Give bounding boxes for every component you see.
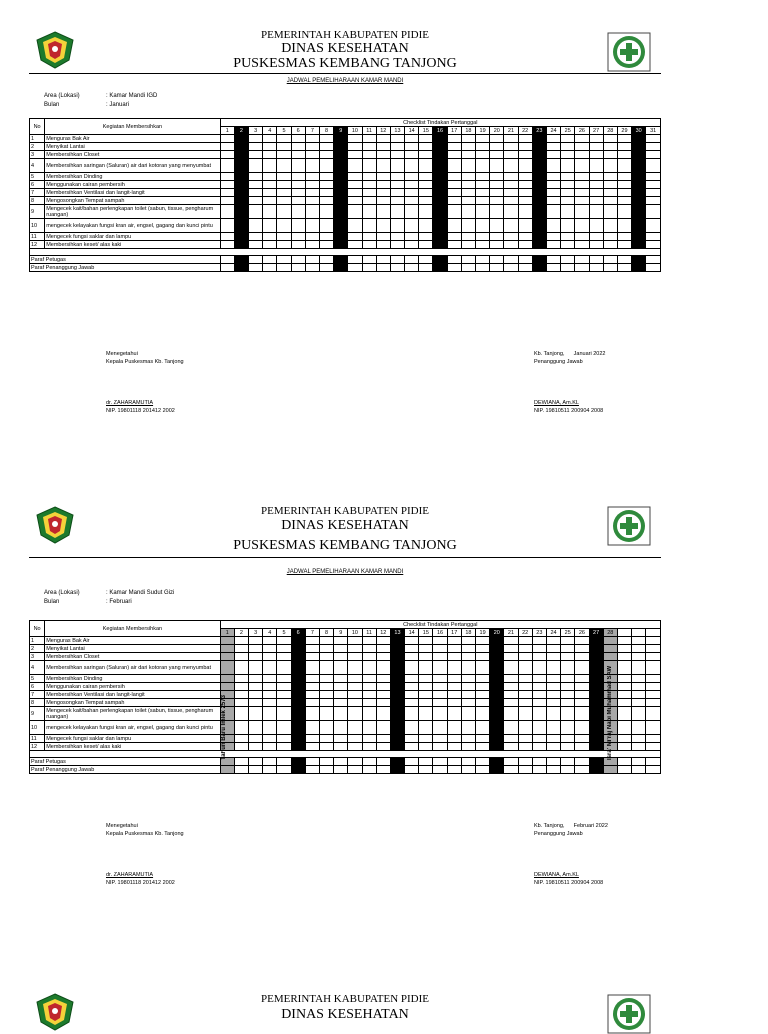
right-sign-date: Kb. Tanjong, Januari 2022 <box>534 351 606 357</box>
row-number: 11 <box>30 233 45 241</box>
day-number: 4 <box>263 127 277 135</box>
header-line-1: PEMERINTAH KABUPATEN PIDIE <box>261 993 429 1005</box>
day-number: 10 <box>348 629 362 637</box>
day-number: 6 <box>291 127 305 135</box>
activity-header: Kegiatan Membersihkan <box>45 621 220 637</box>
right-sign-title: Penanggung Jawab <box>534 831 583 837</box>
row-activity: Membersihkan Dinding <box>45 675 220 683</box>
row-number: 8 <box>30 197 45 205</box>
row-number: 7 <box>30 691 45 699</box>
day-number: 17 <box>447 127 461 135</box>
puskesmas-cross-icon <box>607 994 651 1034</box>
row-number: 1 <box>30 637 45 645</box>
row-number: 4 <box>30 661 45 675</box>
left-sign-title1: Menegetahui <box>106 823 138 829</box>
row-number: 1 <box>30 135 45 143</box>
day-number: 5 <box>277 127 291 135</box>
row-number: 2 <box>30 143 45 151</box>
no-header: No <box>30 119 45 135</box>
right-sign-nip: NIP. 19810511 200904 2008 <box>534 880 604 886</box>
right-sign-name: DEWIANA, Am.KL <box>534 872 579 878</box>
header-line-3: PUSKESMAS KEMBANG TANJONG <box>233 538 457 553</box>
holiday-label-isra-miraj: Isra' Mi'raj Nabi Muhammad SAW <box>607 665 613 760</box>
day-number: 1 <box>220 127 234 135</box>
day-number: 18 <box>461 127 475 135</box>
left-sign-title2: Kepala Puskesmas Kb. Tanjong <box>106 359 184 365</box>
day-number: 18 <box>461 629 475 637</box>
day-number: 9 <box>334 629 348 637</box>
row-activity: Mengecek kait/bahan perlengkapan toilet (sabun, tissue, pengharum ruangan) <box>45 707 220 721</box>
holiday-label-imlek: Tahun Baru Imlek 2573 <box>221 695 227 760</box>
day-number: 4 <box>263 629 277 637</box>
day-number: 7 <box>305 127 319 135</box>
day-number: 17 <box>447 629 461 637</box>
day-number: 8 <box>319 629 333 637</box>
day-number: 5 <box>277 629 291 637</box>
row-activity: Menguras Bak Air <box>45 135 220 143</box>
area-value: : Kamar Mandi IGD <box>106 93 158 99</box>
left-sign-title1: Menegetahui <box>106 351 138 357</box>
row-number: 9 <box>30 205 45 219</box>
month-label: Bulan <box>44 102 60 108</box>
row-activity: Membersihkan Ventilasi dan langit-langit <box>45 691 220 699</box>
row-activity: Menguras Bak Air <box>45 637 220 645</box>
day-number: 15 <box>419 629 433 637</box>
header-line-2: DINAS KESEHATAN <box>281 518 409 533</box>
paraf-label: Paraf Petugas <box>30 758 221 766</box>
day-number: 20 <box>490 629 504 637</box>
row-number: 6 <box>30 683 45 691</box>
day-number: 26 <box>575 127 589 135</box>
row-number: 2 <box>30 645 45 653</box>
right-sign-name: DEWIANA, Am.KL <box>534 400 579 406</box>
header-line-2: DINAS KESEHATAN <box>281 1007 409 1022</box>
row-number: 11 <box>30 735 45 743</box>
month-value: : Februari <box>106 599 132 605</box>
paraf-label: Paraf Petugas <box>30 256 221 264</box>
day-number: 25 <box>561 629 575 637</box>
row-activity: Membersihkan keset/ alas kaki <box>45 743 220 751</box>
day-number: 16 <box>433 629 447 637</box>
day-number: 11 <box>362 127 376 135</box>
day-number: 14 <box>405 127 419 135</box>
day-number: 23 <box>532 629 546 637</box>
left-sign-name: dr. ZAHARAMUTIA <box>106 400 154 406</box>
right-sign-date: Kb. Tanjong, Februari 2022 <box>534 823 608 829</box>
row-number: 3 <box>30 653 45 661</box>
day-number: 14 <box>405 629 419 637</box>
left-sign-title2: Kepala Puskesmas Kb. Tanjong <box>106 831 184 837</box>
row-activity: Membersihkan Closet <box>45 653 220 661</box>
day-number: 21 <box>504 127 518 135</box>
row-number: 6 <box>30 181 45 189</box>
row-number: 12 <box>30 241 45 249</box>
day-number: 22 <box>518 127 532 135</box>
row-number: 12 <box>30 743 45 751</box>
row-number: 4 <box>30 159 45 173</box>
day-number: 10 <box>348 127 362 135</box>
row-number: 9 <box>30 707 45 721</box>
day-number: 19 <box>476 127 490 135</box>
row-activity: Menyikat Lantai <box>45 645 220 653</box>
row-activity: Membersihkan keset/ alas kaki <box>45 241 220 249</box>
day-number: 25 <box>561 127 575 135</box>
day-number: 7 <box>305 629 319 637</box>
header-line-1: PEMERINTAH KABUPATEN PIDIE <box>261 505 429 517</box>
month-value: : Januari <box>106 102 130 108</box>
no-header: No <box>30 621 45 637</box>
area-label: Area (Lokasi) <box>44 590 80 596</box>
day-number: 24 <box>546 127 560 135</box>
row-number: 3 <box>30 151 45 159</box>
day-number: 2 <box>234 127 248 135</box>
day-number: 31 <box>646 127 661 135</box>
day-number: 29 <box>617 127 631 135</box>
day-number: 12 <box>376 127 390 135</box>
day-number: 13 <box>390 629 404 637</box>
checklist-header: Checklist Tindakan Pertanggal <box>220 621 660 629</box>
day-number: 12 <box>376 629 390 637</box>
row-number: 8 <box>30 699 45 707</box>
row-activity: mengecek kelayakan fungsi kran air, engsel, gagang dan kunci pintu <box>45 219 220 233</box>
day-number: 19 <box>476 629 490 637</box>
day-number: 11 <box>362 629 376 637</box>
day-number: 22 <box>518 629 532 637</box>
area-value: : Kamar Mandi Sudut Gizi <box>106 590 175 596</box>
day-number: 9 <box>334 127 348 135</box>
paraf-label: Paraf Penanggung Jawab <box>30 766 221 774</box>
right-sign-nip: NIP. 19810511 200904 2008 <box>534 408 604 414</box>
day-number: 3 <box>249 629 263 637</box>
day-number: 16 <box>433 127 447 135</box>
right-sign-title: Penanggung Jawab <box>534 359 583 365</box>
row-activity: Mengecek kait/bahan perlengkapan toilet (sabun, tissue, pengharum ruangan) <box>45 205 220 219</box>
day-number: 21 <box>504 629 518 637</box>
day-number: 8 <box>319 127 333 135</box>
day-number: 20 <box>490 127 504 135</box>
day-number: 27 <box>589 127 603 135</box>
day-number: 30 <box>632 127 646 135</box>
row-activity: mengecek kelayakan fungsi kran air, engsel, gagang dan kunci pintu <box>45 721 220 735</box>
schedule-title: JADWAL PEMELIHARAAN KAMAR MANDI <box>286 569 404 575</box>
header-line-3: PUSKESMAS KEMBANG TANJONG <box>233 56 457 71</box>
header-line-2: DINAS KESEHATAN <box>281 41 409 56</box>
row-activity: Membersihkan Closet <box>45 151 220 159</box>
row-activity: Menggunakan cairan pembersih <box>45 683 220 691</box>
row-activity: Menggunakan cairan pembersih <box>45 181 220 189</box>
left-sign-nip: NIP. 19801118 201412 2002 <box>106 408 175 414</box>
day-number: 26 <box>575 629 589 637</box>
left-sign-name: dr. ZAHARAMUTIA <box>106 872 154 878</box>
row-number: 5 <box>30 675 45 683</box>
row-activity: Mengosongkan Tempat sampah <box>45 699 220 707</box>
row-activity: Menyikat Lantai <box>45 143 220 151</box>
schedule-title: JADWAL PEMELIHARAAN KAMAR MANDI <box>286 78 404 84</box>
activity-header: Kegiatan Membersihkan <box>45 119 220 135</box>
day-number: 15 <box>419 127 433 135</box>
row-number: 5 <box>30 173 45 181</box>
day-number: 28 <box>603 629 617 637</box>
row-number: 10 <box>30 219 45 233</box>
row-number: 10 <box>30 721 45 735</box>
day-number: 1 <box>220 629 234 637</box>
row-activity: Mengosongkan Tempat sampah <box>45 197 220 205</box>
day-number: 3 <box>249 127 263 135</box>
row-number: 7 <box>30 189 45 197</box>
day-number: 13 <box>390 127 404 135</box>
month-label: Bulan <box>44 599 60 605</box>
area-label: Area (Lokasi) <box>44 93 80 99</box>
day-number: 6 <box>291 629 305 637</box>
row-activity: Mengecek fungsi saklar dan lampu <box>45 233 220 241</box>
day-number: 2 <box>234 629 248 637</box>
row-activity: Membersihkan saringan (Saluran) air dari kotoran yang menyumbat <box>45 159 220 173</box>
header-line-1: PEMERINTAH KABUPATEN PIDIE <box>261 29 429 41</box>
day-number: 23 <box>532 127 546 135</box>
row-activity: Membersihkan Ventilasi dan langit-langit <box>45 189 220 197</box>
day-number: 27 <box>589 629 603 637</box>
left-sign-nip: NIP. 19801118 201412 2002 <box>106 880 175 886</box>
day-number: 24 <box>546 629 560 637</box>
row-activity: Membersihkan Dinding <box>45 173 220 181</box>
paraf-label: Paraf Penanggung Jawab <box>30 264 221 272</box>
row-activity: Mengecek fungsi saklar dan lampu <box>45 735 220 743</box>
day-number: 28 <box>603 127 617 135</box>
checklist-header: Checklist Tindakan Pertanggal <box>220 119 660 127</box>
row-activity: Membersihkan saringan (Saluran) air dari kotoran yang menyumbat <box>45 661 220 675</box>
